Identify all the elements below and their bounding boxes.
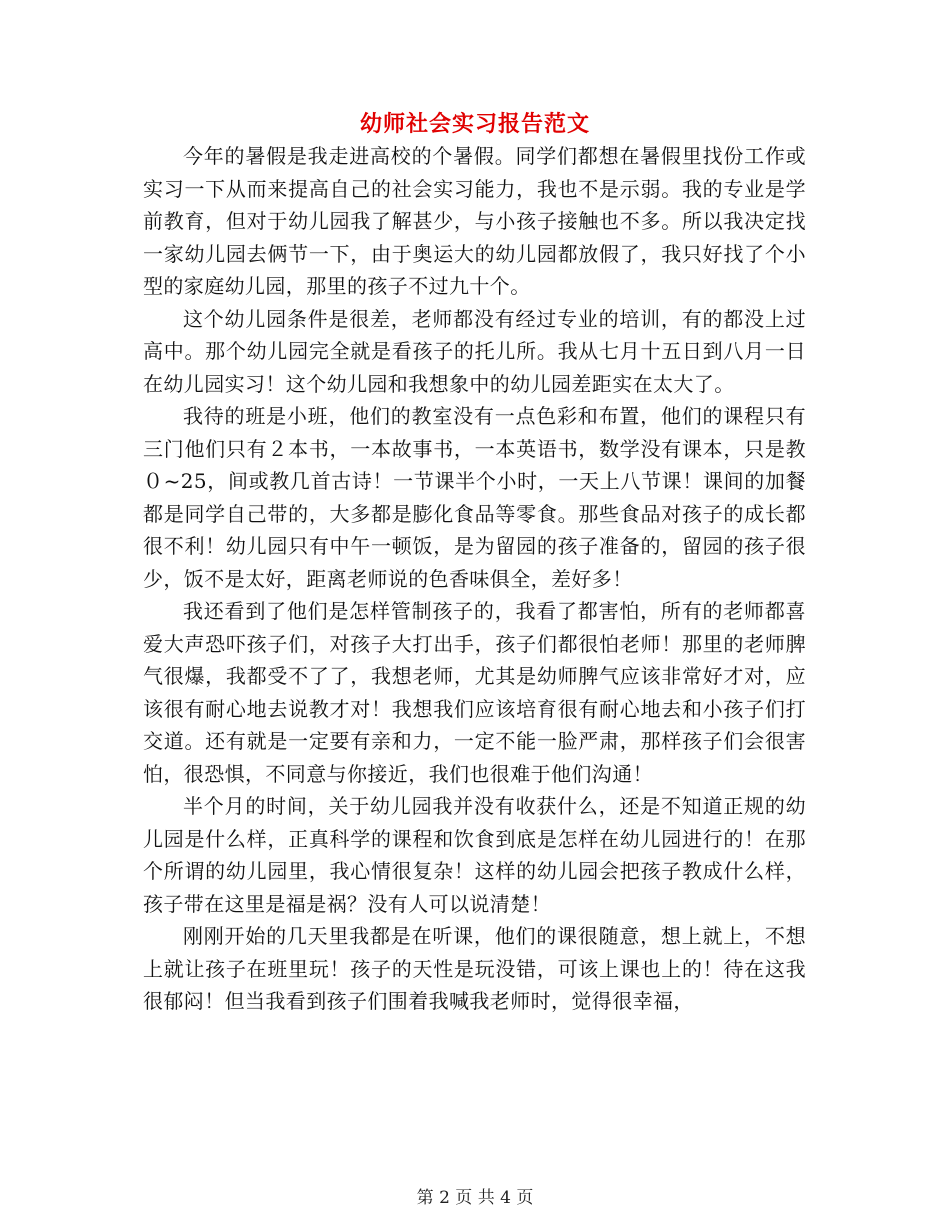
document-title: 幼师社会实习报告范文 — [359, 111, 590, 137]
paragraph-2: 这个幼儿园条件是很差，老师都没有经过专业的培训，有的都没上过高中。那个幼儿园完全就是看孩子的托儿所。我从七月十五日到八月一日在幼儿园实习！这个幼儿园和我想象中的幼儿园差距实在太大了。 — [143, 306, 806, 396]
paragraph-3: 我待的班是小班，他们的教室没有一点色彩和布置，他们的课程只有三门他们只有２本书，一本故事书，一本英语书，数学没有课本，只是教０~25，间或教几首古诗！一节课半个小时，一天上八节课！课间的加餐都是同学自己带的，大多都是膨化食品等零食。那些食品对孩子的成长都很不利！幼儿园只有中午一顿饭，是为留园的孩子准备的，留园的孩子很少，饭不是太好，距离老师说的色香味俱全，差好多！ — [143, 404, 806, 591]
page-footer: 第 2 页 共 4 页 — [416, 1188, 534, 1208]
paragraph-5: 半个月的时间，关于幼儿园我并没有收获什么，还是不知道正规的幼儿园是什么样，正真科学的课程和饮食到底是怎样在幼儿园进行的！在那个所谓的幼儿园里，我心情很复杂！这样的幼儿园会把孩子教成什么样，孩子带在这里是福是祸？没有人可以说清楚！ — [143, 794, 806, 916]
document-body — [143, 140, 806, 1018]
paragraph-6: 刚刚开始的几天里我都是在听课，他们的课很随意，想上就上，不想上就让孩子在班里玩！孩子的天性是玩没错，可该上课也上的！待在这我很郁闷！但当我看到孩子们围着我喊我老师时，觉得很幸福， — [143, 924, 806, 1013]
paragraph-1: 今年的暑假是我走进高校的个暑假。同学们都想在暑假里找份工作或实习一下从而来提高自己的社会实习能力，我也不是示弱。我的专业是学前教育，但对于幼儿园我了解甚少，与小孩子接触也不多。所以我决定找一家幼儿园去俩节一下，由于奥运大的幼儿园都放假了，我只好找了个小型的家庭幼儿园，那里的孩子不过九十个。 — [143, 144, 806, 298]
paragraph-4: 我还看到了他们是怎样管制孩子的，我看了都害怕，所有的老师都喜爱大声恐吓孩子们，对孩子大打出手，孩子们都很怕老师！那里的老师脾气很爆，我都受不了了，我想老师，尤其是幼师脾气应该非常好才对，应该很有耐心地去说教才对！我想我们应该培育很有耐心地去和小孩子们打交道。还有就是一定要有亲和力，一定不能一脸严肃，那样孩子们会很害怕，很恐惧，不同意与你接近，我们也很难于他们沟通！ — [143, 599, 806, 786]
